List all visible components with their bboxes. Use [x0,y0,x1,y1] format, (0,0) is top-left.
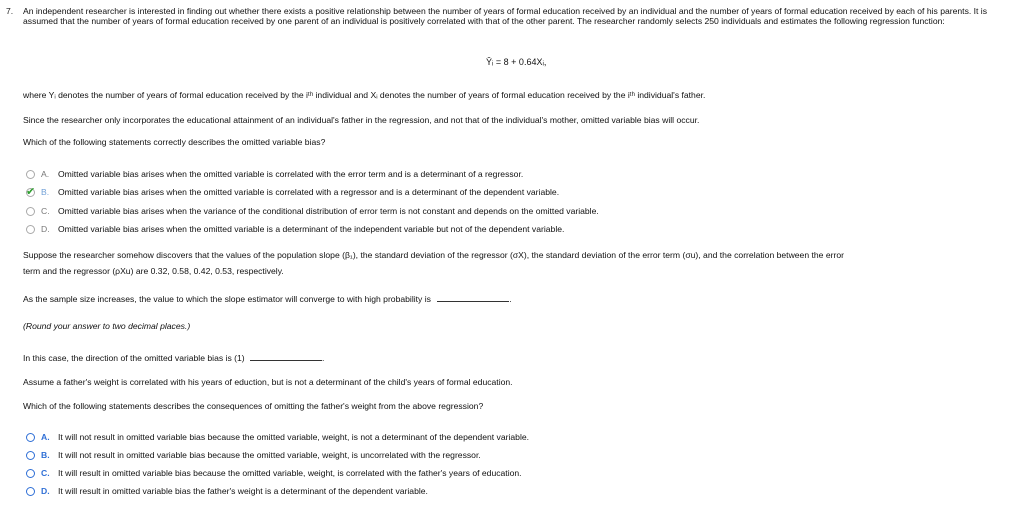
q1-option-c[interactable] [26,205,599,217]
q1-option-a[interactable] [26,168,523,180]
direction-dropdown[interactable] [250,360,322,361]
radio-icon [26,225,35,234]
assume-statement: Assume a father's weight is correlated with his years of eduction, but is not a determinant of the child's years of formal education. [23,377,513,387]
direction-prompt [23,353,324,363]
option-letter: D. [41,224,50,234]
radio-icon[interactable] [26,487,35,496]
period: . [322,353,325,363]
question-number: 7. [6,6,14,16]
since-statement: Since the researcher only incorporates the educational attainment of an individual's father in the regression, and not that of the individual's mother, omitted variable bias will occur. [23,115,700,125]
converge-prompt [23,294,512,304]
option-text: Omitted variable bias arises when the variance of the conditional distribution of error term is not constant and depends on the omitted variable. [58,206,599,216]
radio-icon[interactable] [26,469,35,478]
option-letter: B. [41,450,50,460]
round-instruction: (Round your answer to two decimal places.) [23,321,191,331]
option-text: Omitted variable bias arises when the omitted variable is correlated with a regressor and is a determinant of the dependent variable. [58,187,560,197]
converge-text: As the sample size increases, the value to which the slope estimator will converge to with high probability is [23,294,431,304]
option-letter: D. [41,486,50,496]
option-text: It will not result in omitted variable bias because the omitted variable, weight, is not a determinant of the dependent variable. [58,432,530,442]
direction-text: In this case, the direction of the omitted variable bias is (1) [23,353,245,363]
q2-option-c[interactable] [26,467,522,479]
option-text: It will not result in omitted variable bias because the omitted variable, weight, is uncorrelated with the regressor. [58,450,481,460]
q2-option-a[interactable] [26,431,529,443]
q1-option-d[interactable] [26,223,564,235]
q1-prompt: Which of the following statements correctly describes the omitted variable bias? [23,137,326,147]
q2-option-d[interactable] [26,485,428,497]
regression-equation: Ŷᵢ = 8 + 0.64Xᵢ, [486,57,547,67]
radio-icon[interactable] [26,433,35,442]
converge-answer-input[interactable] [437,301,509,302]
period: . [509,294,512,304]
option-text: Omitted variable bias arises when the omitted variable is a determinant of the independent variable but not of the dependent variable. [58,224,565,234]
radio-icon [26,207,35,216]
variable-definitions: where Yᵢ denotes the number of years of formal education received by the iᵗʰ individual and Xᵢ denotes the number of years of formal education received by the iᵗʰ individual's father. [23,90,706,100]
question-intro: An independent researcher is interested in finding out whether there exists a positive relationship between the number of years of formal education received by an individual and the number of years of formal education received by each of his parents. It is assumed that the number of years of formal education received by one parent of an individual is positively correlated with that of the other parent. The researcher randomly selects 250 individuals and estimates the following regression function: [23,6,988,27]
option-text: It will result in omitted variable bias because the omitted variable, weight, is correlated with the father's years of education. [58,468,522,478]
option-letter: A. [41,432,50,442]
suppose-statement: Suppose the researcher somehow discovers that the values of the population slope (β₁), the standard deviation of the regressor (σX), the standard deviation of the error term (σu), and the correlation between the error [23,250,844,260]
radio-icon [26,170,35,179]
option-letter: C. [41,206,50,216]
suppose-values: term and the regressor (ρXu) are 0.32, 0.58, 0.42, 0.53, respectively. [23,266,284,276]
option-text: It will result in omitted variable bias the father's weight is a determinant of the dependent variable. [58,486,428,496]
option-text: Omitted variable bias arises when the omitted variable is correlated with the error term and is a determinant of a regressor. [58,169,524,179]
option-letter: B. [41,187,50,197]
checkmark-icon: ✔ [26,185,36,198]
q2-prompt: Which of the following statements describes the consequences of omitting the father's weight from the above regression? [23,401,484,411]
radio-icon[interactable] [26,451,35,460]
option-letter: C. [41,468,50,478]
option-letter: A. [41,169,50,179]
q2-option-b[interactable] [26,449,481,461]
radio-icon [26,185,36,198]
q1-option-b[interactable] [26,186,559,198]
